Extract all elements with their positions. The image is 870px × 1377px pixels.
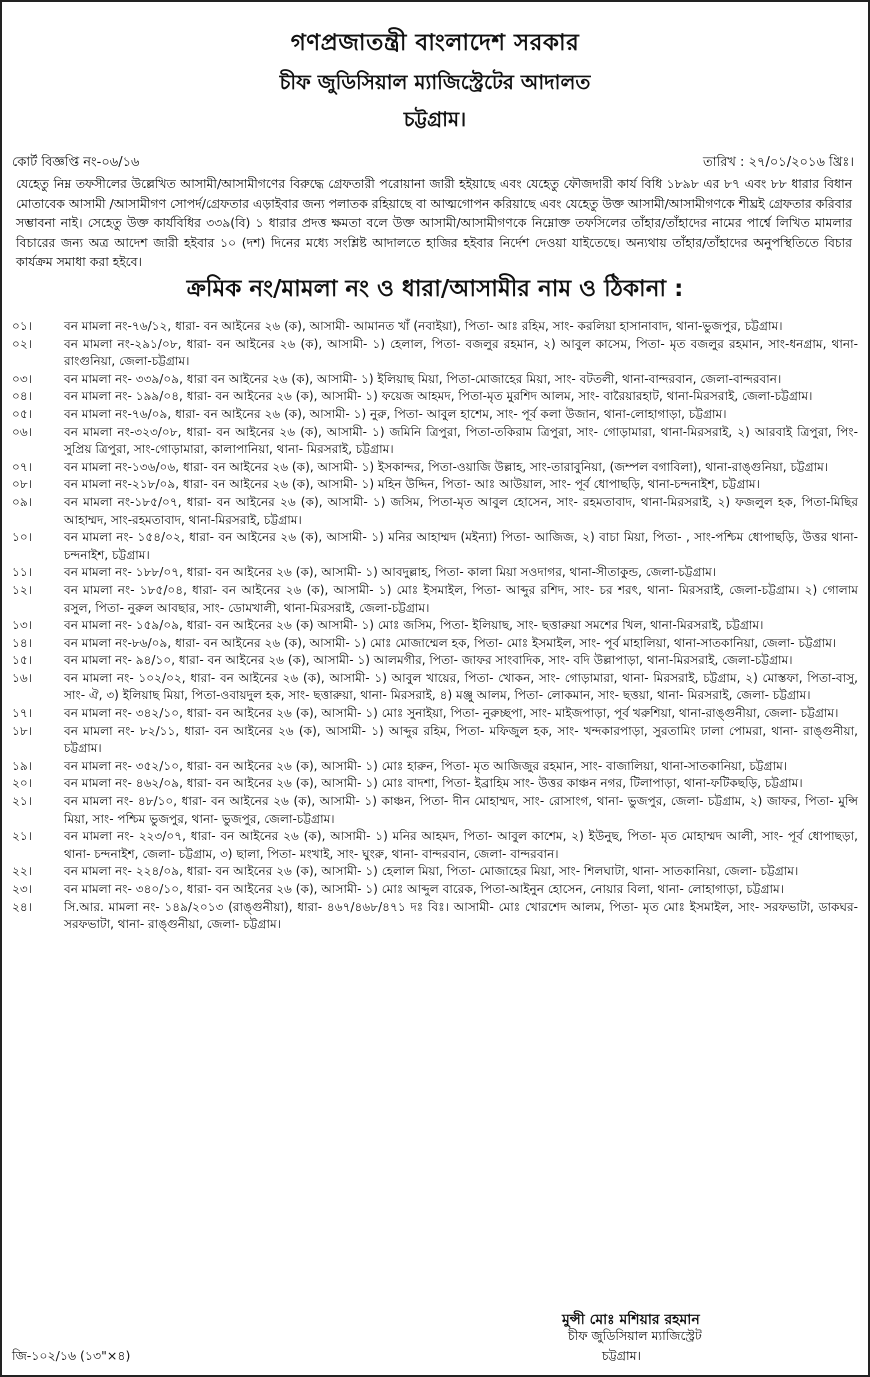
case-number: ২২। <box>12 864 33 879</box>
case-text: বন মামলা নং- ১৮৫/০৪, ধারা- বন আইনের ২৬ (ক), আসামী- ১) মোঃ ইসমাইল, পিতা- আব্দুর রশিদ, সাং- চর শরৎ, থানা- মিরসরাই, জেলা-চট্টগ্রাম। ২) গোলাম রসুল, পিতা- নুরুল আবছার, সাং- ডোমখালী, থানা-মিরসরাই, জেলা-চট্টগ্রাম। <box>64 582 858 615</box>
case-number: ০৬। <box>12 424 33 439</box>
case-item <box>12 652 858 670</box>
case-item <box>12 758 858 776</box>
case-text: বন মামলা নং-১৩৬/০৬, ধারা- বন আইনের ২৬ (ক), আসামী- ১) ইসকান্দর, পিতা-ওয়াজি উল্লাহ, সাং-তারাবুনিয়া, (জম্পল বগাবিলা), থানা-রাঙ্গুনিয়া, চট্টগ্রাম। <box>64 459 829 474</box>
case-number: ০৭। <box>12 459 33 474</box>
case-text: বন মামলা নং-৮৬/০৯, ধারা- বন আইনের ২৬ (ক), আসামী- ১) মোঃ মোজাম্মেল হক, পিতা- মোঃ ইসমাইল, সাং- পূর্ব মাহালিয়া, থানা-সাতকানিয়া, জেলা- চট্টগ্রাম। <box>64 635 837 650</box>
case-text: বন মামলা নং- ৯৪/১০, ধারা- বন আইনের ২৬ (ক), আসামী- ১) আলমগীর, পিতা- জাফর সাংবাদিক, সাং- বদি উল্লাপাড়া, থানা-মিরসরাই, জেলা-চট্টগ্রাম। <box>64 653 793 668</box>
case-item <box>12 424 858 459</box>
case-number: ২৩। <box>12 882 33 896</box>
case-number: ১৪। <box>12 635 33 650</box>
reference-code: জি-১০২/১৬ (১৩"×৪) <box>12 1348 131 1363</box>
case-number: ১৬। <box>12 670 33 685</box>
case-item <box>12 494 858 529</box>
notice-date: তারিখ : ২৭/০১/২০১৬ খ্রিঃ। <box>702 155 854 170</box>
case-item <box>12 670 858 705</box>
case-text: বন মামলা নং- ৩৩৯/০৯, ধারা বন আইনের ২৬ (ক), আসামী- ১) ইলিয়াছ মিয়া, পিতা-মোজাহের মিয়া, সাং- বটতলী, থানা-বান্দরবান, জেলা-বান্দরবান। <box>64 371 782 386</box>
case-item <box>12 881 858 899</box>
case-text: বন মামলা নং-২৯১/০৮, ধারা- বন আইনের ২৬ (ক), আসামী- ১) হেলাল, পিতা- বজলুর রহমান, ২) আবুল কাসেম, পিতা- মৃত বজলুর রহমান, সাং-ধনগ্রাম, থানা-রাংগুনিয়া, জেলা-চট্টগ্রাম। <box>64 336 858 369</box>
signatory-name: মুন্সী মোঃ মশিয়ার রহমান <box>562 1312 700 1328</box>
case-number: ০২। <box>12 336 33 351</box>
list-heading: ক্রমিক নং/মামলা নং ও ধারা/আসামীর নাম ও ঠিকানা : <box>186 276 684 302</box>
case-text: বন মামলা নং- ২২৪/০৯, ধারা- বন আইনের ২৬ (ক), আসামী- ১) হেলাল মিয়া, পিতা- মোজাহের মিয়া, সাং- শিলঘাটা, থানা- সাতকানিয়া, জেলা- চট্টগ্রাম। <box>64 864 799 879</box>
case-list <box>12 318 858 934</box>
court-title: চীফ জুডিসিয়াল ম্যাজিস্ট্রেটের আদালত <box>279 70 591 94</box>
case-item <box>12 336 858 371</box>
case-item <box>12 388 858 406</box>
case-text: বন মামলা নং-২১৮/০৯, ধারা- বন আইনের ২৬ (ক), আসামী- ১) মহিন উদ্দিন, পিতা- আঃ আউয়াল, সাং- পূর্ব ধোপাছড়ি, থানা-চন্দনাইশ, চট্টগ্রাম। <box>64 477 760 492</box>
case-number: ১০। <box>12 530 33 545</box>
case-item <box>12 371 858 389</box>
case-item <box>12 617 858 635</box>
notice-number: কোর্ট বিজ্ঞপ্তি নং-০৬/১৬ <box>12 155 140 170</box>
case-text: বন মামলা নং-৩২৩/০৮, ধারা- বন আইনের ২৬ (ক), আসামী- ১) জমিনি ত্রিপুরা, পিতা-তকিরাম ত্রিপুরা, সাং- গোড়ামারা, থানা-মিরসরাই, ২) আরবাই ত্রিপুরা, পিং-সুপ্রিয় ত্রিপুরা, সাং-গোড়ামারা, কালাপানিয়া, থানা- মিরসরাই, চট্টগ্রাম। <box>64 424 858 457</box>
case-text: বন মামলা নং-৭৬/০৯, ধারা- বন আইনের ২৬ (ক), আসামী- ১) নুরু, পিতা- আবুল হাশেম, সাং- পূর্ব কলা উজান, থানা-লোহাগাড়া, চট্টগ্রাম। <box>64 406 727 421</box>
case-number: ১৩। <box>12 618 33 633</box>
case-item <box>12 793 858 828</box>
case-item <box>12 459 858 477</box>
case-item <box>12 476 858 494</box>
case-number: ০৯। <box>12 494 33 509</box>
case-text: বন মামলা নং- ১৯৯/০৪, ধারা- বন আইনের ২৬ (ক), আসামী- ১) ফয়েজ আহমদ, পিতা-মৃত মুরশিদ আলম, সাং- বারৈয়ারহাট, থানা-মিরসরাই, জেলা-চট্টগ্রাম। <box>64 389 813 404</box>
case-text: বন মামলা নং- ৪৬২/০৯, ধারা- বন আইনের ২৬ (ক), আসামী- ১) মোঃ বাদশা, পিতা- ইব্রাহিম সাং- উত্তর কাঞ্চন নগর, টিলাপাড়া, থানা-ফটিকছড়ি, চট্টগ্রাম। <box>64 776 803 791</box>
government-title: গণপ্রজাতন্ত্রী বাংলাদেশ সরকার <box>290 30 580 56</box>
case-text: বন মামলা নং- ৩৪২/১০, ধারা- বন আইনের ২৬ (ক), আসামী- ১) মোঃ সুনাইয়া, পিতা- নুরুচ্ছপা, সাং- মাইজপাড়া, পূর্ব খরুশিয়া, থানা-রাঙ্গুনীয়া, জেলা- চট্টগ্রাম। <box>64 706 839 721</box>
case-text: বন মামলা নং- ১০২/০২, ধারা- বন আইনের ২৬ (ক), আসামী- ১) আবুল খায়ের, পিতা- খোকন, সাং- গোড়ামারা, থানা- মিরসরাই, চট্টগ্রাম, ২) মোস্তফা, পিতা-বাসু, সাং- ঐ, ৩) ইলিয়াছ মিয়া, পিতা-ওবায়দুল হক, সাং- ছত্তারুয়া, থানা- মিরসরাই, ৪) মঞ্জু আলম, পিতা- লোকমান, সাং- ছত্তয়া, থানা- মিরসরাই, জেলা- চট্টগ্রাম। <box>64 670 858 703</box>
case-number: ১৯। <box>12 758 33 773</box>
case-item <box>12 828 858 863</box>
case-text: বন মামলা নং-১৮৫/০৭, ধারা- বন আইনের ২৬ (ক), আসামী- ১) জসিম, পিতা-মৃত আবুল হোসেন, সাং- রহমতাবাদ, থানা-মিরসরাই, ২) ফজলুল হক, পিতা-মিছির আহাম্মদ, সাং-রহমতাবাদ, থানা-মিরসরাই, চট্টগ্রাম। <box>64 494 858 527</box>
case-number: ০৫। <box>12 406 33 421</box>
case-item <box>12 582 858 617</box>
case-text: বন মামলা নং- ১৫৯/০৯, ধারা- বন আইনের ২৬ (ক) আসামী- ১) মোঃ জসিম, পিতা- ইলিয়াছ, সাং- ছত্তারুয়া সমশের খিল, থানা-মিরসরাই, চট্টগ্রাম। <box>64 618 764 633</box>
case-number: ১৫। <box>12 653 33 668</box>
case-item <box>12 529 858 564</box>
case-number: ০৪। <box>12 389 33 404</box>
case-text: বন মামলা নং- ৩৪০/১০, ধারা- বন আইনের ২৬ (ক), আসামী- ১) মোঃ আব্দুল বারেক, পিতা-আইনুন হোসেন, নোয়ার বিলা, থানা- লোহাগাড়া, চট্টগ্রাম। <box>64 882 785 896</box>
court-location: চট্টগ্রাম। <box>403 107 467 131</box>
case-item <box>12 318 858 336</box>
case-number: ২১। <box>12 794 33 809</box>
case-number: ১১। <box>12 565 33 580</box>
case-text: বন মামলা নং- ৪৮/১০, ধারা- বন আইনের ২৬ (ক), আসামী- ১) কাঞ্চন, পিতা- দীন মোহাম্মদ, সাং- রোসাংগ, থানা- ভুজপুর, জেলা- চট্টগ্রাম, ২) জাফর, পিতা- মুন্সি মিয়া, সাং- পশ্চিম ভুজপুর, থানা- ভুজপুর, জেলা-চট্টগ্রাম। <box>64 794 858 826</box>
case-item <box>12 406 858 424</box>
case-item <box>12 723 858 758</box>
case-number: ২১। <box>12 829 33 844</box>
case-item <box>12 775 858 793</box>
case-text: বন মামলা নং- ২২৩/০৭, ধারা- বন আইনের ২৬ (ক), আসামী- ১) মনির আহমদ, পিতা- আবুল কাশেম, ২) ইউনুছ, পিতা- মৃত মোহাম্মদ আলী, সাং- পূর্ব ধোপাছড়া, থানা- চন্দনাইশ, জেলা- চট্টগ্রাম, ৩) ছালা, পিতা- মংখাই, সাং- ঘুংরু, থানা- বান্দরবান, জেলা- বান্দরবান। <box>64 829 858 861</box>
signatory-place: চট্টগ্রাম। <box>602 1348 642 1363</box>
case-text: বন মামলা নং- ১৫৪/০২, ধারা- বন আইনের ২৬ (ক), আসামী- ১) মনির আহাম্মদ (মইন্যা) পিতা- আজিজ, ২) বাচা মিয়া, পিতা- , সাং-পশ্চিম ধোপাছড়ি, উত্তর থানা-চন্দনাইশ, চট্টগ্রাম। <box>64 530 858 562</box>
case-number: ২০। <box>12 776 33 791</box>
case-item <box>12 899 858 934</box>
case-number: ১৮। <box>12 723 33 738</box>
case-item <box>12 705 858 723</box>
case-number: ২৪। <box>12 899 33 914</box>
case-item <box>12 635 858 653</box>
signatory-title: চীফ জুডিসিয়াল ম্যাজিস্ট্রেট <box>568 1328 702 1343</box>
case-text: বন মামলা নং-৭৬/১২, ধারা- বন আইনের ২৬ (ক), আসামী- আমানত খাঁ (নবাইয়া), পিতা- আঃ রহিম, সাং- করলিয়া হাসানাবাদ, থানা-ভুজপুর, চট্টগ্রাম। <box>64 319 783 333</box>
case-text: বন মামলা নং- ১৮৮/০৭, ধারা- বন আইনের ২৬ (ক), আসামী- ১) আবদুল্লাহ, পিতা- কালা মিয়া সওদাগর, থানা-সীতাকুন্ড, জেলা-চট্টগ্রাম। <box>64 565 717 580</box>
case-number: ১৭। <box>12 706 33 721</box>
case-item <box>12 564 858 582</box>
case-number: ০১। <box>12 319 33 333</box>
case-text: বন মামলা নং- ৮২/১১, ধারা- বন আইনের ২৬ (ক), আসামী- ১) আব্দুর রহিম, পিতা- মফিজুল হক, সাং- খন্দকারপাড়া, সুরতামিং ঢালা পোমরা, থানা- রাঙ্গুনীয়া, চট্টগ্রাম। <box>64 723 858 756</box>
case-number: ০৮। <box>12 477 33 492</box>
case-text: বন মামলা নং- ৩৫২/১০, ধারা- বন আইনের ২৬ (ক), আসামী- ১) মোঃ হারুন, পিতা- মৃত আজিজুর রহমান, সাং- বাজালিয়া, থানা-সাতকানিয়া, চট্টগ্রাম। <box>64 758 788 773</box>
case-text: সি.আর. মামলা নং- ১৪৯/২০১৩ (রাঙ্গুনীয়া), ধারা- ৪৬৭/৪৬৮/৪৭১ দঃ বিঃ। আসামী- মোঃ খোরশেদ আলম, পিতা- মৃত মোঃ ইসমাইল, সাং- সরফভাটা, ডাকঘর- সরফভাটা, থানা- রাঙ্গুনীয়া, জেলা- চট্টগ্রাম। <box>64 899 858 932</box>
case-number: ১২। <box>12 582 33 597</box>
case-number: ০৩। <box>12 371 33 386</box>
notice-preamble: যেহেতু নিম্ন তফসীলের উল্লেখিত আসামী/আসামীগণের বিরুদ্ধে গ্রেফতারী পরোয়ানা জারী হইয়াছে এবং যেহেতু ফৌজদারী কার্য বিধি ১৮৯৮ এর ৮৭ এবং ৮৮ ধারার বিধান মোতাবেক আসামী /আসামীগণ সোপর্দ/গ্রেফতার এড়াইবার জন্য পলাতক রহিয়াছে বা আত্মগোপন করিয়াছে এবং যেহেতু উক্ত আসামী/আসামীগণকে শীঘ্রই গ্রেফতার করিবার সম্ভাবনা নাই। সেহেতু উক্ত কার্যবিধির ৩৩৯(বি) ১ ধারার প্রদত্ত ক্ষমতা বলে উক্ত আসামী/আসামীগণকে নিম্নোক্ত তফসিলের তাঁহার/তাঁহাদের নামের পার্শ্বে লিখিত মামলার বিচারের জন্য অত্র আদেশ জারী হইবার ১০ (দশ) দিনের মধ্যে সংশ্লিষ্ট আদালতে হাজির হইবার নির্দেশ দেওয়া যাইতেছে। অন্যথায় তাঁহার/তাঁহাদের অনুপস্থিতিতে বিচার কার্যক্রম সমাধা করা হইবে। <box>16 176 852 270</box>
case-item <box>12 863 858 881</box>
